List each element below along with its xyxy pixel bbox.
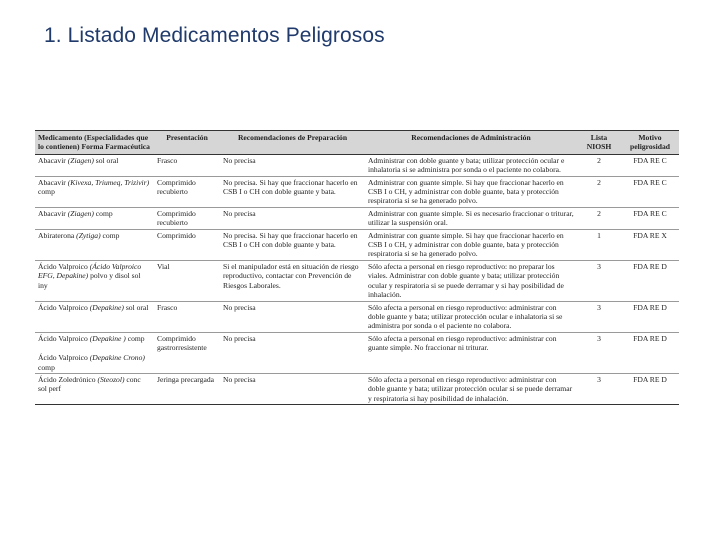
drug-name: Ácido Valproico <box>38 333 88 343</box>
cell-niosh: 2 <box>577 154 621 176</box>
cell-administracion: Administrar con guante simple. Si hay que fraccionar hacerlo en CSB I o CH, y administrar con doble guante, bata y protección respiratoria si se ha generado polvo. <box>365 229 577 260</box>
cell-preparacion: No precisa. Si hay que fraccionar hacerlo en CSB I o CH con doble guante y bata. <box>220 176 365 207</box>
header-niosh: Lista NIOSH <box>577 131 621 155</box>
table-row <box>35 176 679 207</box>
cell-motivo: FDA RE C <box>621 154 679 176</box>
cell-medicamento <box>35 260 154 301</box>
header-medicamento: Medicamento (Especialidades que lo contienen) Forma Farmacéutica <box>35 131 154 155</box>
cell-medicamento <box>35 176 154 207</box>
cell-motivo: FDA RE D <box>621 373 679 404</box>
cell-medicamento <box>35 207 154 229</box>
cell-presentacion: Comprimido <box>154 229 220 260</box>
cell-medicamento <box>35 373 154 404</box>
drug-name: Abiraterona <box>38 230 75 240</box>
cell-administracion: Administrar con guante simple. Si hay que fraccionar hacerlo en CSB I o CH, y administrar con doble guante, bata y protección respiratoria si se ha generado polvo. <box>365 176 577 207</box>
drug-name: Abacavir <box>38 177 66 187</box>
cell-administracion: Sólo afecta a personal en riesgo reproductivo: no preparar los viales. Administrar con doble guante y bata; utilizar protección ocular y respiratoria si se puede derramar y si hay posibilidad de inhalación. <box>365 260 577 301</box>
cell-administracion: Sólo afecta a personal en riesgo reproductivo: administrar con doble guante y bata; utilizar protección ocular si se puede derramar y respiratoria si hay posibilidad de inhalación. <box>365 373 577 404</box>
drug-name: Ácido Valproico <box>38 261 88 271</box>
table-row <box>35 207 679 229</box>
drug-secondary-entry <box>38 353 151 372</box>
hazardous-drugs-table-container <box>35 130 679 405</box>
table-row <box>35 301 679 332</box>
cell-administracion: Administrar con doble guante y bata; utilizar protección ocular e inhalatoria si se administra por sonda o el paciente no colabora. <box>365 154 577 176</box>
cell-motivo: FDA RE X <box>621 229 679 260</box>
cell-preparacion: Si el manipulador está en situación de riesgo reproductivo, contactar con Prevención de Riesgos Laborales. <box>220 260 365 301</box>
drug-name: Abacavir <box>38 208 66 218</box>
drug-brand: (Ziagen) <box>67 155 94 165</box>
drug-form: comp <box>102 230 120 240</box>
cell-motivo: FDA RE C <box>621 176 679 207</box>
drug-brand: (Depakine) <box>89 302 124 312</box>
table-header-row <box>35 131 679 155</box>
table-row <box>35 154 679 176</box>
cell-motivo: FDA RE C <box>621 207 679 229</box>
cell-medicamento <box>35 332 154 373</box>
hazardous-drugs-table <box>35 130 679 405</box>
drug-form: polvo y disol sol iny <box>38 271 141 290</box>
cell-preparacion: No precisa <box>220 207 365 229</box>
cell-administracion: Administrar con guante simple. Si es necesario fraccionar o triturar, utilizar la suspensión oral. <box>365 207 577 229</box>
drug-name: Abacavir <box>38 155 66 165</box>
table-row <box>35 332 679 373</box>
drug-form: sol oral <box>125 302 149 312</box>
cell-niosh: 3 <box>577 332 621 373</box>
cell-niosh: 3 <box>577 373 621 404</box>
header-preparacion: Recomendaciones de Preparación <box>220 131 365 155</box>
drug-brand: (Steozol) <box>97 374 125 384</box>
cell-medicamento <box>35 154 154 176</box>
table-row <box>35 229 679 260</box>
cell-presentacion: Comprimido gastrorresistente <box>154 332 220 373</box>
cell-motivo: FDA RE D <box>621 301 679 332</box>
cell-preparacion: No precisa <box>220 332 365 373</box>
drug-form: conc sol perf <box>38 374 141 394</box>
header-presentacion: Presentación <box>154 131 220 155</box>
table-row <box>35 260 679 301</box>
drug-brand: (Zytiga) <box>76 230 101 240</box>
drug-name: Ácido Zoledrónico <box>38 374 96 384</box>
cell-presentacion: Frasco <box>154 301 220 332</box>
cell-presentacion: Frasco <box>154 154 220 176</box>
cell-presentacion: Comprimido recubierto <box>154 207 220 229</box>
cell-administracion: Sólo afecta a personal en riesgo reproductivo: administrar con doble guante y bata; utilizar protección ocular e inhalatoria si se administra por sonda o el paciente no colabora. <box>365 301 577 332</box>
drug-form: comp <box>38 362 55 372</box>
cell-presentacion: Jeringa precargada <box>154 373 220 404</box>
drug-brand: (Kivexa, Triumeq, Trizivir) <box>67 177 150 187</box>
drug-name: Ácido Valproico <box>38 302 88 312</box>
cell-motivo: FDA RE D <box>621 332 679 373</box>
cell-preparacion: No precisa <box>220 154 365 176</box>
header-motivo: Motivo peligrosidad <box>621 131 679 155</box>
cell-motivo: FDA RE D <box>621 260 679 301</box>
cell-preparacion: No precisa <box>220 301 365 332</box>
cell-administracion: Sólo afecta a personal en riesgo reproductivo: administrar con guante simple. No fraccionar ni triturar. <box>365 332 577 373</box>
drug-form: sol oral <box>95 155 119 165</box>
cell-niosh: 1 <box>577 229 621 260</box>
drug-form: comp <box>38 187 55 197</box>
slide-title: 1. Listado Medicamentos Peligrosos <box>44 24 385 47</box>
cell-presentacion: Comprimido recubierto <box>154 176 220 207</box>
cell-niosh: 2 <box>577 207 621 229</box>
drug-name: Ácido Valproico <box>38 353 88 363</box>
drug-form: comp <box>95 208 113 218</box>
drug-brand: (Depakine ) <box>89 333 126 343</box>
drug-brand: (Depakine Crono) <box>89 353 145 363</box>
drug-brand: (Ácido Valproico EFG, Depakine) <box>38 261 142 281</box>
cell-preparacion: No precisa. Si hay que fraccionar hacerlo en CSB I o CH con doble guante y bata. <box>220 229 365 260</box>
cell-medicamento <box>35 301 154 332</box>
cell-medicamento <box>35 229 154 260</box>
cell-presentacion: Vial <box>154 260 220 301</box>
cell-niosh: 2 <box>577 176 621 207</box>
header-administracion: Recomendaciones de Administración <box>365 131 577 155</box>
table-row <box>35 373 679 404</box>
cell-niosh: 3 <box>577 260 621 301</box>
drug-brand: (Ziagen) <box>67 208 94 218</box>
cell-niosh: 3 <box>577 301 621 332</box>
drug-form: comp <box>127 333 145 343</box>
cell-preparacion: No precisa <box>220 373 365 404</box>
